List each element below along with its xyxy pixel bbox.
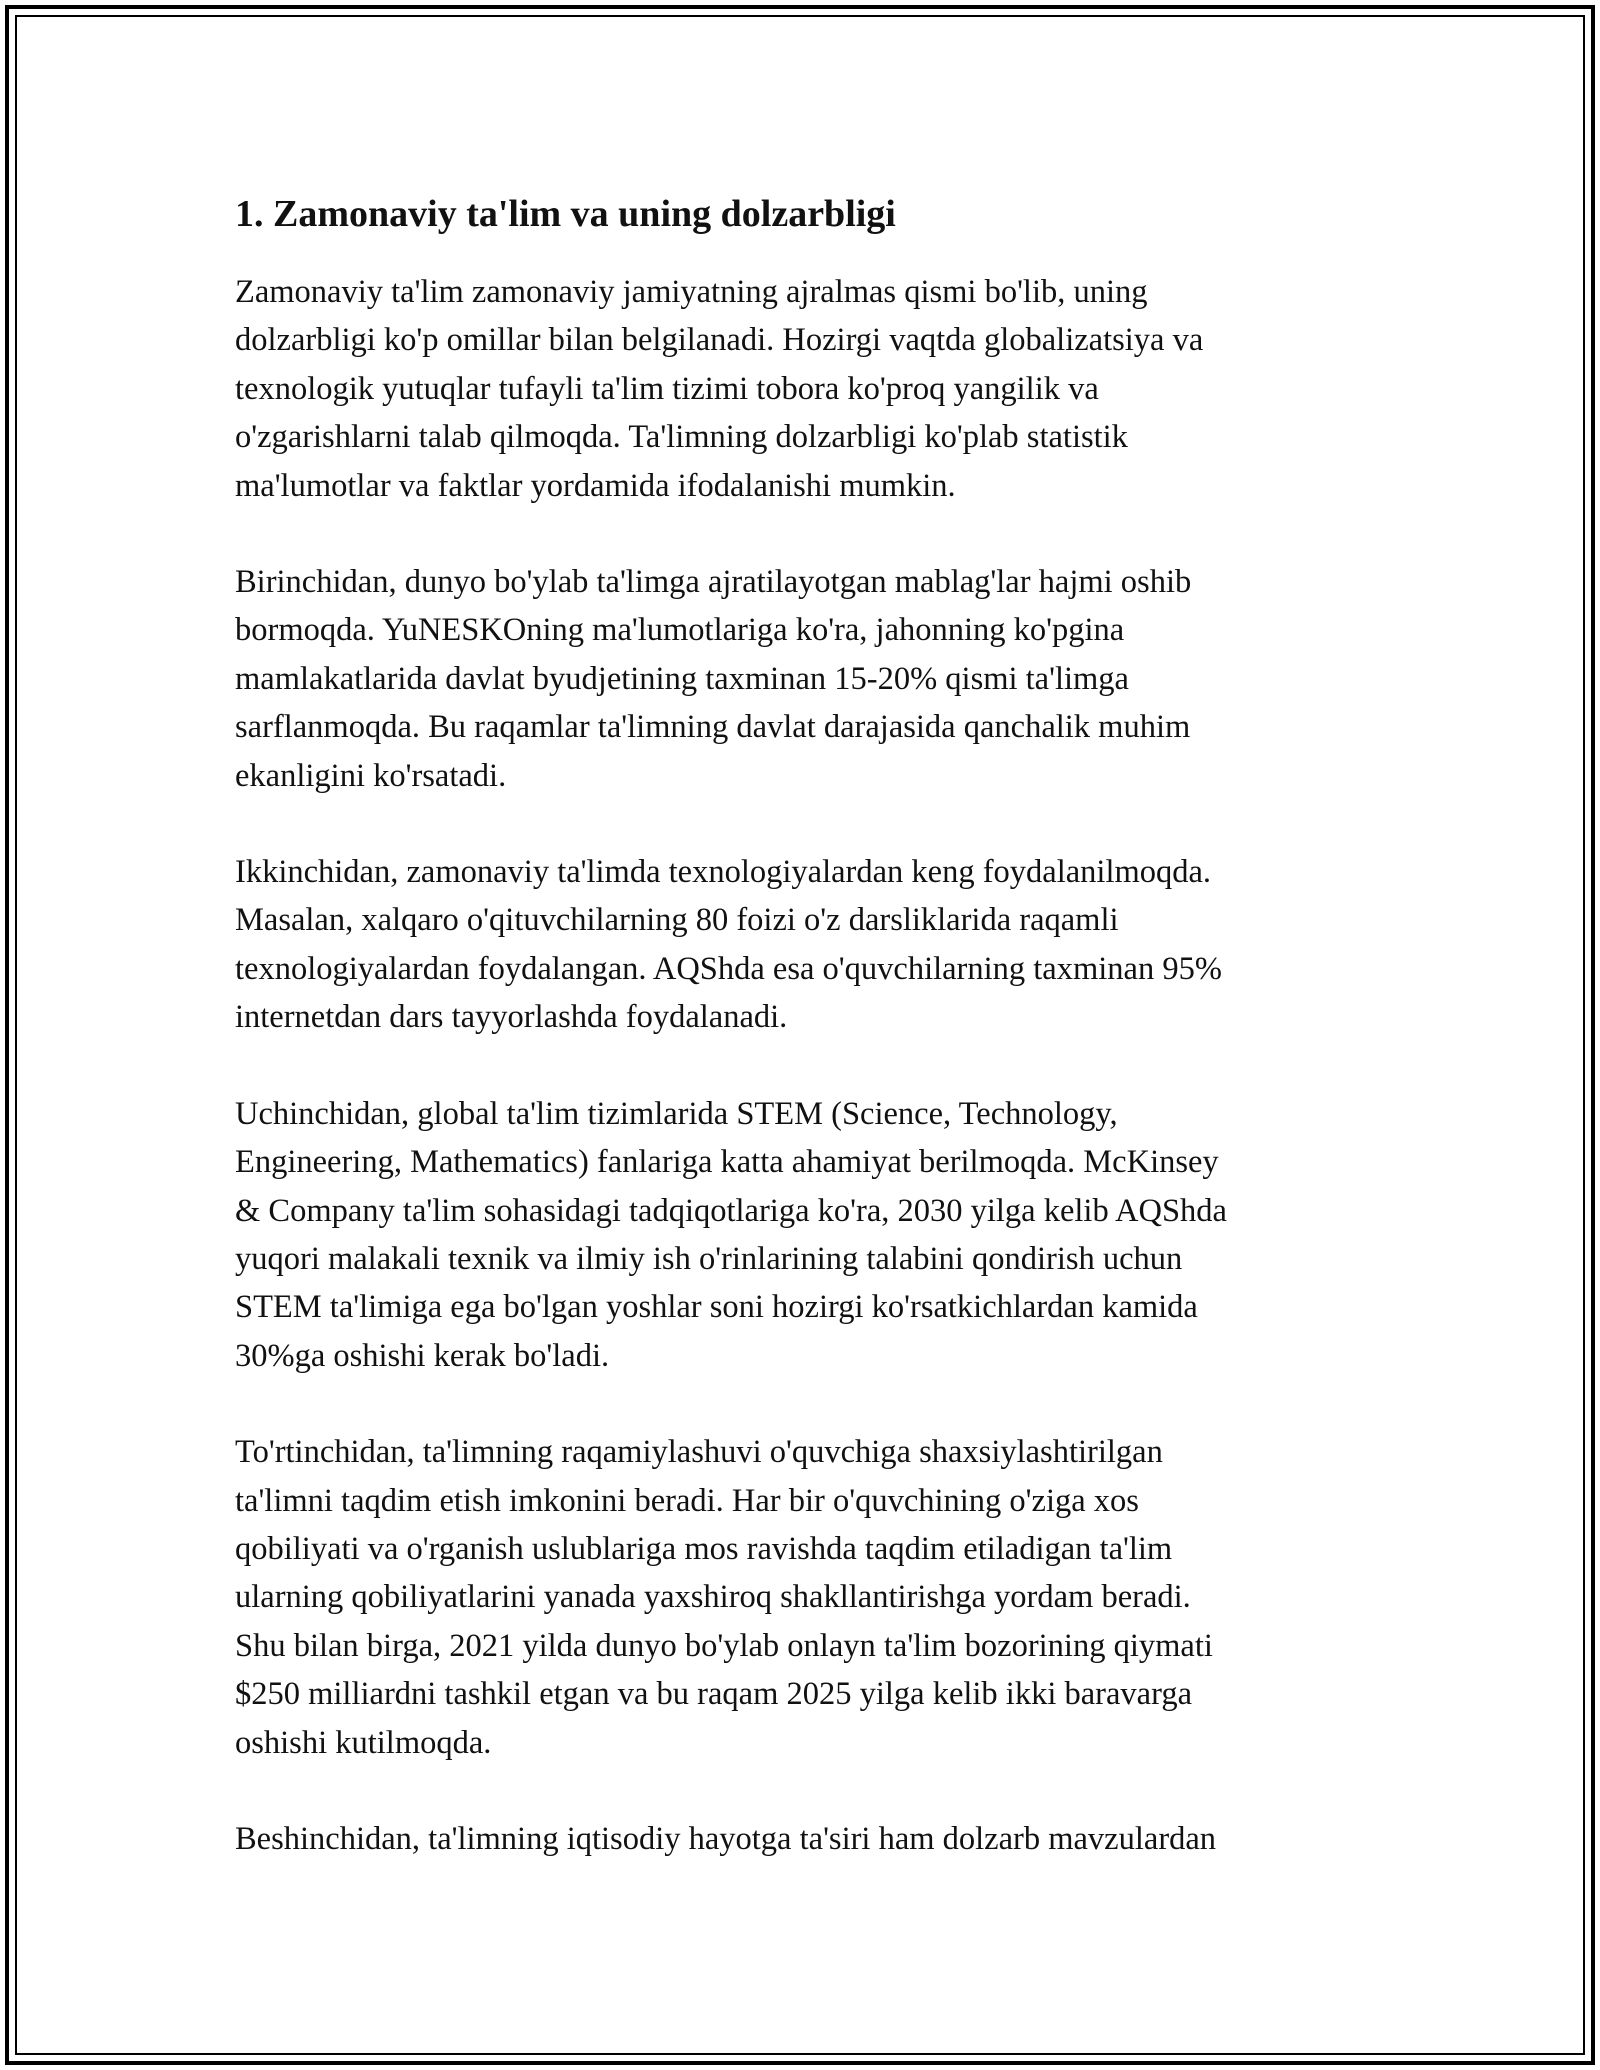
text-line: $250 milliardni tashkil etgan va bu raqam 2025 yilga kelib ikki baravarga	[235, 1676, 1193, 1713]
text-line: bormoqda. YuNESKOning ma'lumotlariga ko'ra, jahonning ko'pgina	[235, 612, 1125, 649]
text-line: oshishi kutilmoqda.	[235, 1724, 492, 1761]
text-line: Masalan, xalqaro o'qituvchilarning 80 foizi o'z darsliklarida raqamli	[235, 902, 1119, 939]
text-line: yuqori malakali texnik va ilmiy ish o'rinlarining talabini qondirish uchun	[235, 1240, 1183, 1277]
text-line: Zamonaviy ta'lim zamonaviy jamiyatning ajralmas qismi bo'lib, uning	[235, 274, 1148, 310]
text-line: Shu bilan birga, 2021 yilda dunyo bo'ylab onlayn ta'lim bozorining qiymati	[235, 1627, 1213, 1664]
text-line: qobiliyati va o'rganish uslublariga mos ravishda taqdim etiladigan ta'lim	[235, 1530, 1173, 1567]
paragraph-first	[235, 558, 1365, 800]
text-line: Ikkinchidan, zamonaviy ta'limda texnologiyalardan keng foydalanilmoqda.	[235, 854, 1212, 891]
document-body	[235, 188, 1365, 1911]
text-line: ularning qobiliyatlarini yanada yaxshiroq shakllantirishga yordam beradi.	[235, 1579, 1191, 1616]
text-line: Birinchidan, dunyo bo'ylab ta'limga ajratilayotgan mablag'lar hajmi oshib	[235, 564, 1192, 601]
text-line: mamlakatlarida davlat byudjetining taxminan 15-20% qismi ta'limga	[235, 660, 1129, 697]
text-line: ekanligini ko'rsatadi.	[235, 757, 507, 794]
text-line: internetdan dars tayyorlashda foydalanadi.	[235, 999, 788, 1036]
text-line: 30%ga oshishi kerak bo'ladi.	[235, 1337, 610, 1374]
paragraph-fourth	[235, 1428, 1365, 1767]
text-line: texnologik yutuqlar tufayli ta'lim tizimi tobora ko'proq yangilik va	[235, 370, 1099, 407]
text-line: ma'lumotlar va faktlar yordamida ifodalanishi mumkin.	[235, 467, 956, 504]
paragraph-second	[235, 848, 1365, 1042]
section-heading: 1. Zamonaviy ta'lim va uning dolzarbligi	[235, 193, 896, 235]
paragraph-third	[235, 1090, 1365, 1380]
text-line: sarflanmoqda. Bu raqamlar ta'limning davlat darajasida qanchalik muhim	[235, 709, 1191, 746]
text-line: STEM ta'limiga ega bo'lgan yoshlar soni hozirgi ko'rsatkichlardan kamida	[235, 1289, 1198, 1326]
paragraph-intro	[235, 268, 1365, 510]
text-line: Engineering, Mathematics) fanlariga katta ahamiyat berilmoqda. McKinsey	[235, 1144, 1219, 1181]
text-line: & Company ta'lim sohasidagi tadqiqotlariga ko'ra, 2030 yilga kelib AQShda	[235, 1192, 1227, 1229]
text-line: ta'limni taqdim etish imkonini beradi. Har bir o'quvchining o'ziga xos	[235, 1482, 1139, 1519]
text-line: Uchinchidan, global ta'lim tizimlarida STEM (Science, Technology,	[235, 1095, 1118, 1132]
paragraph-fifth	[235, 1815, 1365, 1863]
text-line: o'zgarishlarni talab qilmoqda. Ta'limning dolzarbligi ko'plab statistik	[235, 419, 1128, 456]
text-line: texnologiyalardan foydalangan. AQShda esa o'quvchilarning taxminan 95%	[235, 950, 1222, 987]
text-line: dolzarbligi ko'p omillar bilan belgilanadi. Hozirgi vaqtda globalizatsiya va	[235, 322, 1204, 359]
text-line: To'rtinchidan, ta'limning raqamiylashuvi o'quvchiga shaxsiylashtirilgan	[235, 1434, 1163, 1471]
text-line: Beshinchidan, ta'limning iqtisodiy hayotga ta'siri ham dolzarb mavzulardan	[235, 1820, 1217, 1857]
